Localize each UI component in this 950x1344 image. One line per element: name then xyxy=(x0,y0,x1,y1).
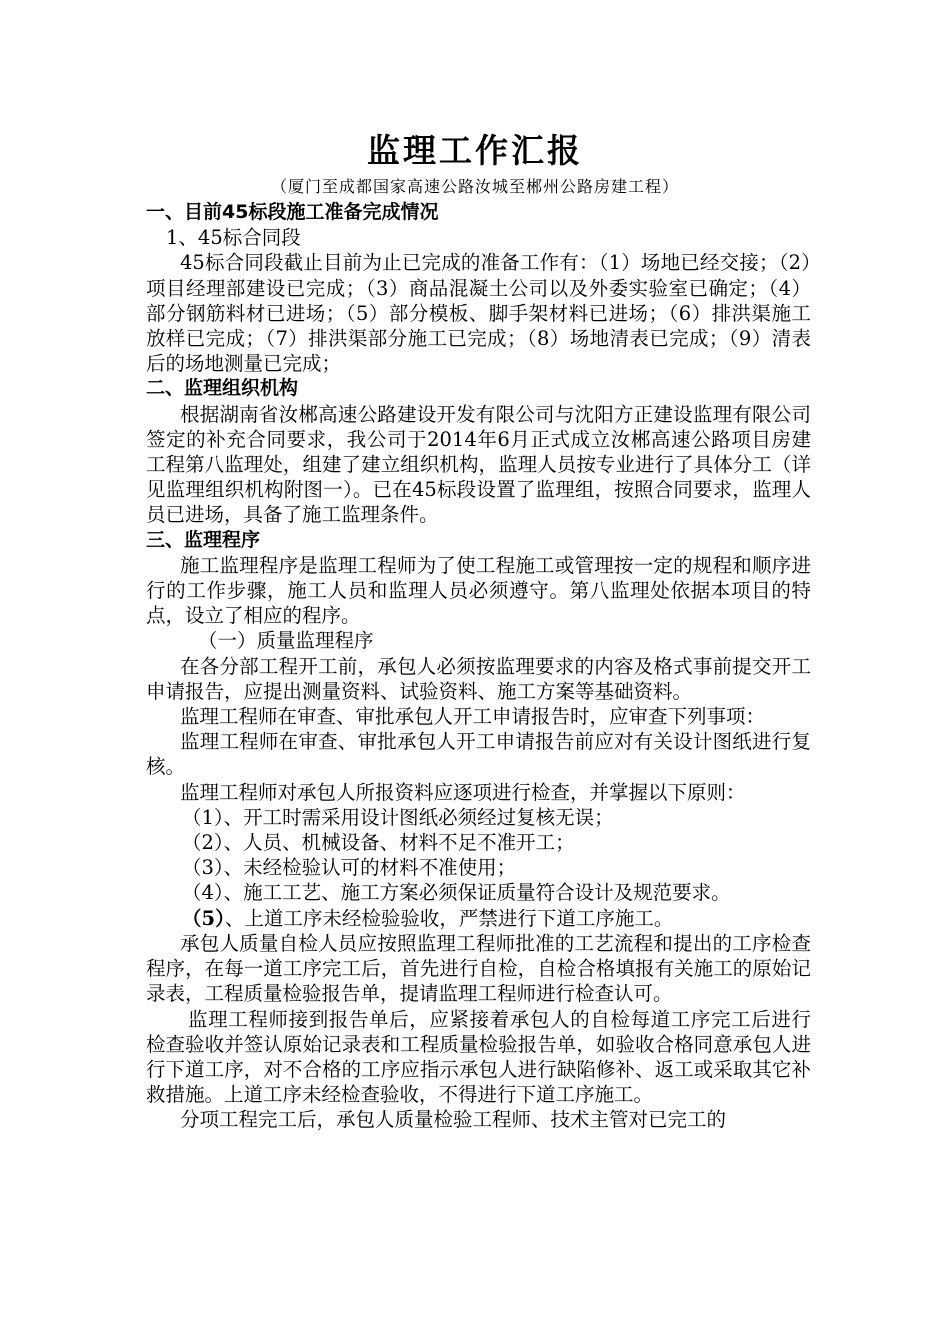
paragraph-organization: 根据湖南省汝郴高速公路建设开发有限公司与沈阳方正建设监理有限公司签定的补充合同要求，我公司于2014年6月正式成立汝郴高速公路项目房建工程第八监理处，组建了建立组织机构，监理人员按专业进行了具体分工（详见监理组织机构附图一）。已在45标段设置了监理组，按照合同要求，监理人员已进场，具备了施工监理条件。 xyxy=(146,402,811,527)
document-body xyxy=(146,200,811,1133)
section-heading-2: 二、监理组织机构 xyxy=(146,377,299,400)
paragraph-procedure-intro: 施工监理程序是监理工程师为了使工程施工或管理按一定的规程和顺序进行的工作步骤，施工人员和监理人员必须遵守。第八监理处依据本项目的特点，设立了相应的程序。 xyxy=(146,553,811,628)
subheading-contract-section: 1、45标合同段 xyxy=(166,226,301,250)
principle-item-5 xyxy=(146,906,811,931)
section-heading-3: 三、监理程序 xyxy=(146,528,261,551)
paragraph-acceptance: 监理工程师接到报告单后，应紧接着承包人的自检每道工序完工后进行检查验收并签认原始记录表和工程质量检验报告单，如验收合格同意承包人进行下道工序，对不合格的工序应指示承包人进行缺陷修补、返工或采取其它补救措施。上道工序未经检查验收，不得进行下道工序施工。 xyxy=(146,1007,811,1107)
principle-item-5-number: （5） xyxy=(182,906,225,930)
principle-item-3: （3）、未经检验认可的材料不准使用； xyxy=(182,856,517,880)
paragraph-start-application: 在各分部工程开工前，承包人必须按监理要求的内容及格式事前提交开工申请报告，应提出测量资料、试验资料、施工方案等基础资料。 xyxy=(146,654,811,703)
paragraph-drawing-check: 监理工程师在审查、审批承包人开工申请报告前应对有关设计图纸进行复核。 xyxy=(146,730,811,779)
document-subtitle: （厦门至成都国家高速公路汝城至郴州公路房建工程） xyxy=(270,177,679,196)
paragraph-review-items: 监理工程师在审查、审批承包人开工申请报告时，应审查下列事项： xyxy=(180,705,766,729)
paragraph-preparation: 45标合同段截止目前为止已完成的准备工作有：（1）场地已经交接；（2）项目经理部建设已完成；（3）商品混凝土公司以及外委实验室已确定；（4）部分钢筋料材已进场；（5）部分模板、脚手架材料已进场；（6）排洪渠施工放样已完成；（7）排洪渠部分施工已完成；（8）场地清表已完成；（9）清表后的场地测量已完成； xyxy=(146,251,811,376)
principle-item-5-text: 、上道工序未经检验验收，严禁进行下道工序施工。 xyxy=(224,906,674,930)
section-heading-1: 一、目前45标段施工准备完成情况 xyxy=(146,201,439,223)
paragraph-completion: 分项工程完工后，承包人质量检验工程师、技术主管对已完工的 xyxy=(180,1108,727,1132)
document-title: 监理工作汇报 xyxy=(367,131,583,170)
principle-item-2: （2）、人员、机械设备、材料不足不准开工； xyxy=(182,831,575,855)
paragraph-principles: 监理工程师对承包人所报资料应逐项进行检查，并掌握以下原则： xyxy=(180,780,746,804)
principle-item-1: （1）、开工时需采用设计图纸必须经过复核无误； xyxy=(182,805,614,829)
subheading-quality-procedure: （一）质量监理程序 xyxy=(198,629,374,653)
principle-item-4: （4）、施工工艺、施工方案必须保证质量符合设计及规范要求。 xyxy=(182,881,731,905)
paragraph-self-inspection: 承包人质量自检人员应按照监理工程师批准的工艺流程和提出的工序检查程序，在每一道工序完工后，首先进行自检，自检合格填报有关施工的原始记录表，工程质量检验报告单，提请监理工程师进行检查认可。 xyxy=(146,931,811,1006)
